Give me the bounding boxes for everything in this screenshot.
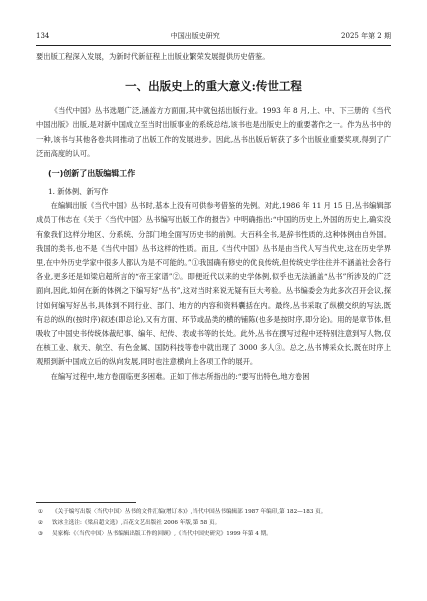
footnote (36, 518, 391, 529)
paragraph: 在编写过程中,地方卷面临更多困难。正如丁伟志所指出的:“要写出特色,地方卷困 (50, 371, 310, 381)
issue-label: 2025 年第 2 期 (341, 32, 391, 40)
sub-subsection-heading: 1. 新体例、新写作 (48, 187, 109, 197)
footnote (36, 529, 391, 540)
article-body (36, 50, 391, 384)
intro-paragraph: 要出版工程深入发展，为新时代新征程上出版业繁荣发展提供历史借鉴。 (36, 52, 270, 61)
paragraph: 在编辑出版《当代中国》丛书时,基本上没有可供参考借鉴的先例。对此,1986 年 11 月 15 日,丛书编辑部成员丁伟志在《关于〈当代中国〉丛书编写出版工作的报告》中明确指出:“中国的历史上,外国的历史上,确实没有象我们这样分地区、分系统、分部门地全面写历史书的前例。大百科全书,是辞书性质的,这种体例由自外国。我国的类书,也不是《当代中国》丛书这样的性质。而且,《当代中国》丛书是由当代人写当代史,这在历史学界里,在中外历史学家中很多人都认为是不可能的。”①我国确有修史的优良传统,但传统史学往往并不涵盖社会各行各业,更多还是如梁启超所言的“帝王家谱”②。即便近代以来的史学体例,似乎也无法涵盖“丛书”所涉及的广泛面向,因此,如何在新的体例之下编写好“丛书”,这对当时来说无疑有巨大考验。丛书编委会为此多次召开会议,探讨如何编写好丛书,具体到不同行业、部门、地方的内容和资料囊括在内。最终,丛书采取了纵横交织的写法,既有总的纵的(按时序)叙述(即总论),又有方面、环节或品类的横的铺陈(也多是按时序,即分论)。用的是章节体,但吸收了中国史书传统体裁纪事、编年、纪传、表或书等的长处。此外,丛书在撰写过程中还特别注意到写人物,仅在核工业、航天、航空、有色金属、国防科技等卷中就出现了 3000 多人③。总之,丛书博采众长,既在时序上观照到新中国成立后的纵向发展,同时也注意横向上各项工作的展开。 (36, 201, 391, 367)
paragraph: 《当代中国》丛书选题广泛,涵盖方方面面,其中就包括出版行业。1993 年 8 月,上、中、下三册的《当代中国出版》出版,是对新中国成立至当时出版事业的系统总结,该书也是出版史上的重要著作之一。作为丛书中的一种,该书与其他各卷共同推动了出版工作的发展进步。因此,丛书出版后斩获了多个出版业重要奖项,得到了广泛而高度的认可。 (36, 106, 391, 158)
footnote-rule (36, 502, 136, 503)
footnote-text: 吴家梅:《〈当代中国〉丛书编辑出版工作的回顾》,《当代中国史研究》1999 年第 4 期。 (52, 531, 272, 537)
footnote-text: 《关于编写出版〈当代中国〉丛书的文件汇编(增订本)》,当代中国丛书编辑部 1987 年编印,第 182—183 页。 (52, 509, 327, 515)
journal-title: 中国出版史研究 (170, 32, 220, 40)
running-header (36, 30, 391, 42)
section-heading: 一、出版史上的重大意义:传世工程 (125, 79, 302, 94)
footnote-text: 饮冰主选注:《梁启超文选》,百花文艺出版社 2006 年版,第 58 页。 (52, 520, 221, 526)
page-number: 134 (36, 32, 50, 40)
footnote (36, 507, 391, 518)
footnotes (36, 507, 391, 540)
subsection-heading: (一)创新了出版编辑工作 (48, 169, 136, 179)
footnote-mark: ② (38, 520, 44, 526)
footnote-mark: ① (38, 509, 44, 515)
footnote-mark: ③ (38, 531, 44, 537)
header-rule (36, 45, 391, 46)
